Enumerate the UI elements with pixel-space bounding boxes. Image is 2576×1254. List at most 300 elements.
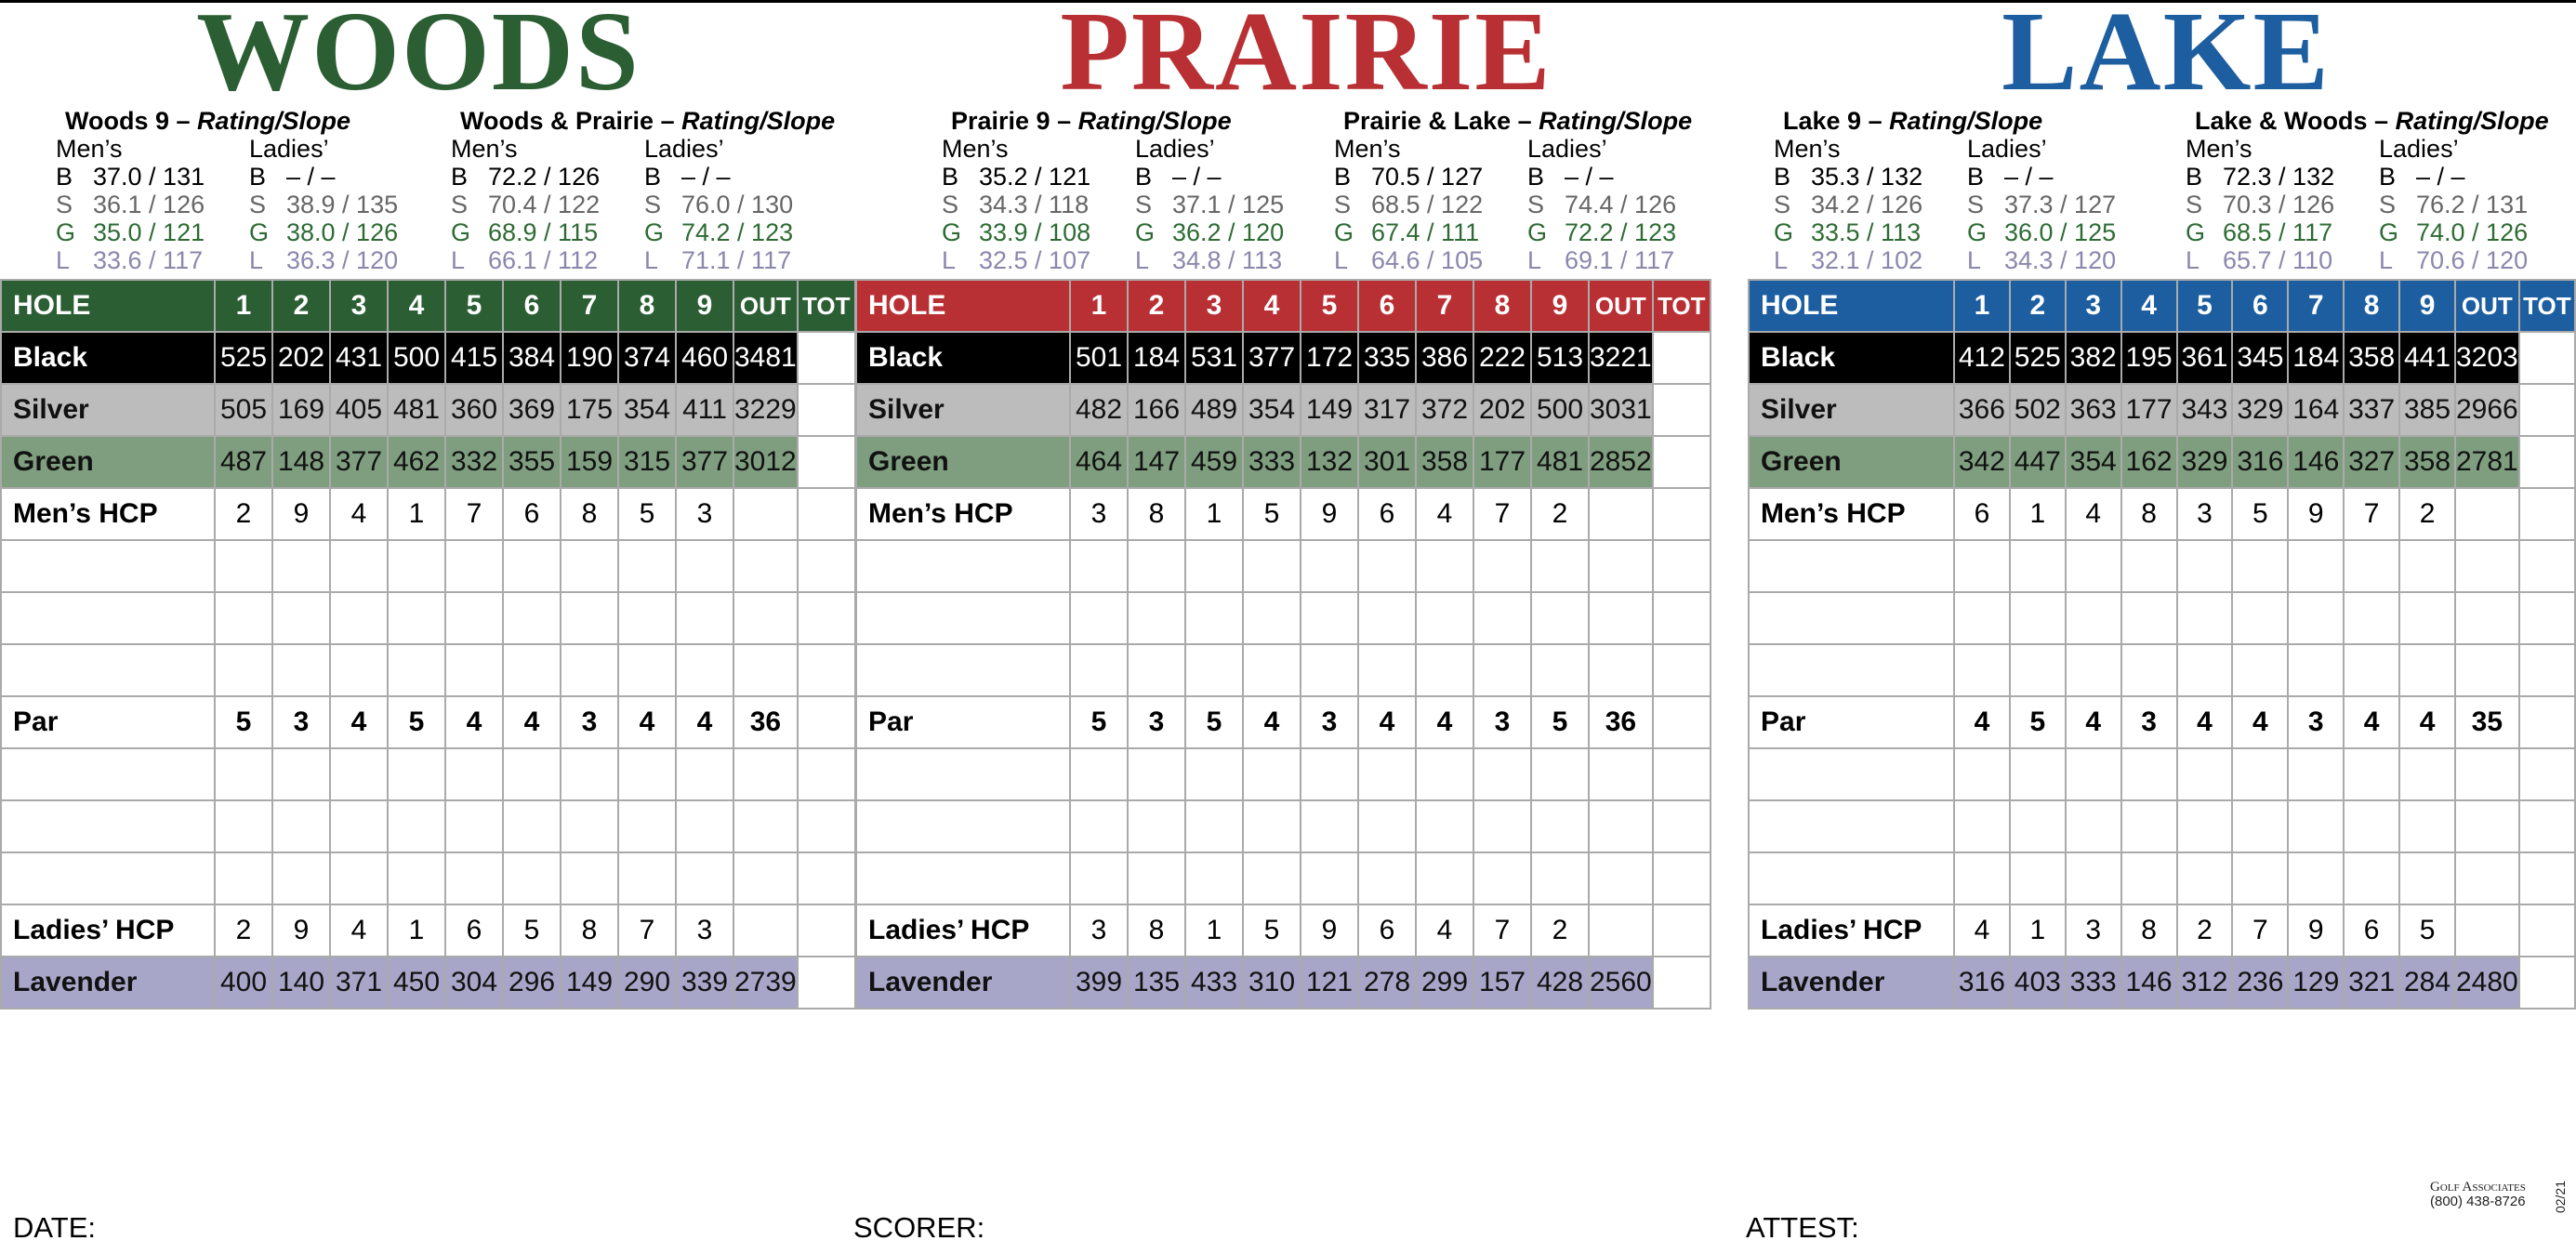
- score-entry-cell[interactable]: [561, 852, 618, 904]
- score-entry-cell[interactable]: [676, 748, 733, 800]
- score-entry-cell[interactable]: [676, 800, 733, 852]
- hole-8-cell: 7: [1473, 488, 1531, 540]
- score-entry-cell[interactable]: [1301, 748, 1358, 800]
- score-entry-cell[interactable]: [618, 592, 676, 644]
- hole-6-cell: 355: [503, 436, 561, 488]
- score-entry-cell[interactable]: [1473, 540, 1531, 592]
- silver-tee-row-label: Silver: [1, 384, 215, 436]
- score-entry-cell[interactable]: [2455, 748, 2519, 800]
- rating-line: [1334, 218, 1527, 246]
- score-entry-cell[interactable]: [503, 540, 561, 592]
- rating-subtitle: Rating/Slope: [197, 107, 351, 135]
- rating-value: 36.1 / 126: [93, 191, 205, 218]
- score-entry-cell[interactable]: [272, 540, 330, 592]
- rating-heading: Prairie 9 – Rating/Slope: [951, 107, 1232, 135]
- score-entry-cell[interactable]: [503, 748, 561, 800]
- score-entry-cell[interactable]: [1, 852, 215, 904]
- score-entry-cell[interactable]: [1358, 852, 1416, 904]
- tee-letter: B: [249, 163, 267, 191]
- score-entry-cell[interactable]: [330, 644, 388, 696]
- silver-tee-row: [1, 384, 855, 436]
- score-entry-cell[interactable]: [1653, 540, 1711, 592]
- score-entry-cell[interactable]: [1070, 540, 1128, 592]
- score-entry-cell[interactable]: [388, 592, 445, 644]
- score-entry-cell[interactable]: [330, 592, 388, 644]
- score-entry-cell[interactable]: [2519, 748, 2575, 800]
- score-entry-cell[interactable]: [798, 540, 855, 592]
- score-entry-cell[interactable]: [1653, 852, 1711, 904]
- score-entry-cell[interactable]: [2288, 644, 2344, 696]
- score-entry-cell[interactable]: [2010, 748, 2066, 800]
- score-entry-cell[interactable]: [330, 800, 388, 852]
- score-entry-cell[interactable]: [561, 748, 618, 800]
- score-entry-cell[interactable]: [1185, 800, 1243, 852]
- score-entry-cell[interactable]: [676, 852, 733, 904]
- score-entry-cell[interactable]: [798, 852, 855, 904]
- score-entry-cell[interactable]: [1589, 540, 1653, 592]
- score-entry-cell[interactable]: [2232, 592, 2288, 644]
- score-entry-cell[interactable]: [2288, 748, 2344, 800]
- score-entry-cell[interactable]: [1954, 748, 2010, 800]
- score-entry-cell[interactable]: [2232, 748, 2288, 800]
- hole-4-cell: 8: [2121, 904, 2177, 957]
- score-entry-cell[interactable]: [561, 644, 618, 696]
- score-entry-cell[interactable]: [1589, 800, 1653, 852]
- rating-line: [1774, 191, 1967, 218]
- player-score-row[interactable]: [1, 852, 855, 904]
- score-entry-cell[interactable]: [2066, 852, 2121, 904]
- score-entry-cell[interactable]: [1749, 748, 1954, 800]
- score-entry-cell[interactable]: [2344, 540, 2399, 592]
- score-entry-cell[interactable]: [1301, 800, 1358, 852]
- hole-9-cell: 411: [676, 384, 733, 436]
- score-entry-cell[interactable]: [1473, 800, 1531, 852]
- score-entry-cell[interactable]: [856, 644, 1070, 696]
- score-entry-cell[interactable]: [2177, 800, 2233, 852]
- score-entry-cell[interactable]: [1, 800, 215, 852]
- score-entry-cell[interactable]: [1749, 644, 1954, 696]
- score-entry-cell[interactable]: [1416, 748, 1473, 800]
- score-entry-cell[interactable]: [561, 800, 618, 852]
- hole-3-cell: 1: [1185, 904, 1243, 957]
- player-score-row[interactable]: [1, 644, 855, 696]
- score-entry-cell[interactable]: [2066, 800, 2121, 852]
- score-entry-cell[interactable]: [2455, 592, 2519, 644]
- player-score-row[interactable]: [856, 592, 1711, 644]
- score-entry-cell[interactable]: [388, 644, 445, 696]
- score-entry-cell[interactable]: [1185, 644, 1243, 696]
- score-entry-cell[interactable]: [1070, 592, 1128, 644]
- score-entry-cell[interactable]: [1358, 748, 1416, 800]
- score-entry-cell[interactable]: [2010, 800, 2066, 852]
- rating-value: 76.0 / 130: [681, 191, 794, 218]
- score-entry-cell[interactable]: [388, 540, 445, 592]
- score-entry-cell[interactable]: [856, 852, 1070, 904]
- score-entry-cell[interactable]: [1531, 540, 1589, 592]
- score-entry-cell[interactable]: [1531, 748, 1589, 800]
- score-entry-cell[interactable]: [1653, 644, 1711, 696]
- tot-cell: TOT: [798, 280, 855, 332]
- tot-cell: [1653, 696, 1711, 748]
- score-entry-cell[interactable]: [1531, 644, 1589, 696]
- score-entry-cell[interactable]: [388, 748, 445, 800]
- score-entry-cell[interactable]: [618, 800, 676, 852]
- score-entry-cell[interactable]: [2344, 748, 2399, 800]
- score-entry-cell[interactable]: [2121, 748, 2177, 800]
- score-entry-cell[interactable]: [1954, 592, 2010, 644]
- score-entry-cell[interactable]: [1653, 748, 1711, 800]
- hole-5-cell: 5: [445, 280, 503, 332]
- player-score-row[interactable]: [1749, 748, 2575, 800]
- score-entry-cell[interactable]: [1128, 800, 1185, 852]
- player-score-row[interactable]: [1749, 644, 2575, 696]
- score-entry-cell[interactable]: [388, 800, 445, 852]
- score-entry-cell[interactable]: [2177, 644, 2233, 696]
- score-entry-cell[interactable]: [1416, 540, 1473, 592]
- score-entry-cell[interactable]: [676, 592, 733, 644]
- score-entry-cell[interactable]: [733, 644, 798, 696]
- score-entry-cell[interactable]: [2399, 748, 2455, 800]
- ladies-hcp-row-label: Ladies’ HCP: [856, 904, 1070, 957]
- score-entry-cell[interactable]: [1, 748, 215, 800]
- score-entry-cell[interactable]: [2177, 748, 2233, 800]
- score-entry-cell[interactable]: [2519, 540, 2575, 592]
- mens-hcp-row: [1749, 488, 2575, 540]
- score-entry-cell[interactable]: [1531, 800, 1589, 852]
- hole-1-cell: 399: [1070, 957, 1128, 1009]
- score-entry-cell[interactable]: [733, 592, 798, 644]
- score-entry-cell[interactable]: [503, 592, 561, 644]
- score-entry-cell[interactable]: [1416, 852, 1473, 904]
- rating-value: 34.3 / 118: [979, 191, 1090, 218]
- score-entry-cell[interactable]: [215, 592, 272, 644]
- score-entry-cell[interactable]: [1473, 644, 1531, 696]
- score-entry-cell[interactable]: [2232, 852, 2288, 904]
- score-entry-cell[interactable]: [1, 592, 215, 644]
- score-entry-cell[interactable]: [388, 852, 445, 904]
- score-entry-cell[interactable]: [2455, 644, 2519, 696]
- score-entry-cell[interactable]: [2288, 852, 2344, 904]
- lake-course-title: LAKE: [2001, 0, 2331, 114]
- printer-logo: [2430, 1180, 2526, 1209]
- score-entry-cell[interactable]: [2066, 592, 2121, 644]
- score-entry-cell[interactable]: [215, 540, 272, 592]
- hole-3-cell: 405: [330, 384, 388, 436]
- score-entry-cell[interactable]: [2010, 852, 2066, 904]
- score-entry-cell[interactable]: [1416, 592, 1473, 644]
- rating-heading: Lake & Woods – Rating/Slope: [2195, 107, 2549, 135]
- score-entry-cell[interactable]: [798, 800, 855, 852]
- score-entry-cell[interactable]: [856, 540, 1070, 592]
- score-entry-cell[interactable]: [1301, 644, 1358, 696]
- score-entry-cell[interactable]: [445, 852, 503, 904]
- score-entry-cell[interactable]: [1589, 644, 1653, 696]
- score-entry-cell[interactable]: [1358, 540, 1416, 592]
- score-entry-cell[interactable]: [856, 592, 1070, 644]
- player-score-row[interactable]: [856, 800, 1711, 852]
- player-score-row[interactable]: [856, 748, 1711, 800]
- score-entry-cell[interactable]: [1185, 540, 1243, 592]
- rating-value: 64.6 / 105: [1371, 246, 1484, 274]
- rating-value: 37.0 / 131: [93, 163, 205, 191]
- rating-line: [2379, 191, 2572, 218]
- score-entry-cell[interactable]: [1128, 540, 1185, 592]
- score-entry-cell[interactable]: [2010, 540, 2066, 592]
- player-score-row[interactable]: [1, 592, 855, 644]
- score-entry-cell[interactable]: [618, 852, 676, 904]
- score-entry-cell[interactable]: [2177, 540, 2233, 592]
- score-entry-cell[interactable]: [272, 800, 330, 852]
- player-score-row[interactable]: [1749, 540, 2575, 592]
- score-entry-cell[interactable]: [2344, 852, 2399, 904]
- score-entry-cell[interactable]: [1243, 748, 1301, 800]
- score-entry-cell[interactable]: [2121, 644, 2177, 696]
- score-entry-cell[interactable]: [1416, 644, 1473, 696]
- score-entry-cell[interactable]: [445, 540, 503, 592]
- score-entry-cell[interactable]: [2519, 852, 2575, 904]
- score-entry-cell[interactable]: [272, 852, 330, 904]
- score-entry-cell[interactable]: [215, 644, 272, 696]
- score-entry-cell[interactable]: [1243, 800, 1301, 852]
- score-entry-cell[interactable]: [2455, 852, 2519, 904]
- score-entry-cell[interactable]: [1358, 800, 1416, 852]
- score-entry-cell[interactable]: [1128, 644, 1185, 696]
- score-entry-cell[interactable]: [1954, 800, 2010, 852]
- score-entry-cell[interactable]: [1531, 852, 1589, 904]
- score-entry-cell[interactable]: [1954, 540, 2010, 592]
- score-entry-cell[interactable]: [2288, 592, 2344, 644]
- score-entry-cell[interactable]: [676, 644, 733, 696]
- rating-value: 68.5 / 122: [1371, 191, 1484, 218]
- player-score-row[interactable]: [856, 852, 1711, 904]
- score-entry-cell[interactable]: [215, 800, 272, 852]
- tee-letter: L: [1967, 246, 1982, 274]
- score-entry-cell[interactable]: [618, 540, 676, 592]
- score-entry-cell[interactable]: [2519, 644, 2575, 696]
- rating-subtitle: Rating/Slope: [1077, 107, 1232, 135]
- hole-8-cell: 337: [2344, 384, 2399, 436]
- player-score-row[interactable]: [1, 540, 855, 592]
- score-entry-cell[interactable]: [2121, 592, 2177, 644]
- score-entry-cell[interactable]: [1, 644, 215, 696]
- hole-1-cell: 316: [1954, 957, 2010, 1009]
- rating-value: 32.1 / 102: [1811, 246, 1923, 274]
- score-entry-cell[interactable]: [1589, 592, 1653, 644]
- score-entry-cell[interactable]: [856, 800, 1070, 852]
- score-entry-cell[interactable]: [2399, 592, 2455, 644]
- hole-7-cell: 3: [2288, 696, 2344, 748]
- score-entry-cell[interactable]: [1128, 852, 1185, 904]
- hole-7-cell: 7: [2288, 280, 2344, 332]
- score-entry-cell[interactable]: [1473, 592, 1531, 644]
- score-entry-cell[interactable]: [1301, 852, 1358, 904]
- score-entry-cell[interactable]: [1185, 748, 1243, 800]
- rating-value: 36.3 / 120: [286, 246, 399, 274]
- score-entry-cell[interactable]: [330, 852, 388, 904]
- score-entry-cell[interactable]: [1358, 644, 1416, 696]
- score-entry-cell[interactable]: [2519, 800, 2575, 852]
- score-entry-cell[interactable]: [733, 852, 798, 904]
- score-entry-cell[interactable]: [445, 644, 503, 696]
- score-entry-cell[interactable]: [445, 800, 503, 852]
- score-entry-cell[interactable]: [215, 748, 272, 800]
- score-entry-cell[interactable]: [1070, 748, 1128, 800]
- score-entry-cell[interactable]: [1749, 592, 1954, 644]
- score-entry-cell[interactable]: [445, 592, 503, 644]
- score-entry-cell[interactable]: [856, 748, 1070, 800]
- score-entry-cell[interactable]: [733, 540, 798, 592]
- hole-5-cell: 9: [1301, 488, 1358, 540]
- score-entry-cell[interactable]: [2121, 800, 2177, 852]
- score-entry-cell[interactable]: [2399, 644, 2455, 696]
- score-entry-cell[interactable]: [2455, 800, 2519, 852]
- score-entry-cell[interactable]: [1473, 748, 1531, 800]
- hole-9-cell: 441: [2399, 332, 2455, 384]
- score-entry-cell[interactable]: [561, 540, 618, 592]
- hole-2-cell: 1: [2010, 904, 2066, 957]
- player-score-row[interactable]: [856, 540, 1711, 592]
- hole-6-cell: 5: [2232, 488, 2288, 540]
- score-entry-cell[interactable]: [733, 748, 798, 800]
- score-entry-cell[interactable]: [1954, 852, 2010, 904]
- hole-8-cell: 4: [618, 696, 676, 748]
- form-code: 02/21: [2553, 1181, 2568, 1214]
- green-tee-row-label: Green: [1, 436, 215, 488]
- player-score-row[interactable]: [1, 800, 855, 852]
- woods-rating-block-1: [56, 107, 443, 274]
- hole-3-cell: 433: [1185, 957, 1243, 1009]
- score-entry-cell[interactable]: [1358, 592, 1416, 644]
- ladies-label: Ladies’: [644, 135, 724, 163]
- hole-5-cell: 360: [445, 384, 503, 436]
- logo-phone: (800) 438-8726: [2430, 1194, 2526, 1209]
- score-entry-cell[interactable]: [330, 540, 388, 592]
- black-tee-row-label: Black: [1749, 332, 1954, 384]
- score-entry-cell[interactable]: [1070, 800, 1128, 852]
- score-entry-cell[interactable]: [1, 540, 215, 592]
- score-entry-cell[interactable]: [733, 800, 798, 852]
- score-entry-cell[interactable]: [561, 592, 618, 644]
- score-entry-cell[interactable]: [1243, 540, 1301, 592]
- score-entry-cell[interactable]: [2066, 540, 2121, 592]
- score-entry-cell[interactable]: [1243, 644, 1301, 696]
- tot-cell: [798, 957, 855, 1009]
- hole-4-cell: 3: [2121, 696, 2177, 748]
- score-entry-cell[interactable]: [2121, 852, 2177, 904]
- tot-cell: [2519, 332, 2575, 384]
- hole-7-cell: 7: [1416, 280, 1473, 332]
- score-entry-cell[interactable]: [2399, 800, 2455, 852]
- score-entry-cell[interactable]: [1128, 748, 1185, 800]
- score-entry-cell[interactable]: [2121, 540, 2177, 592]
- score-entry-cell[interactable]: [2232, 540, 2288, 592]
- score-entry-cell[interactable]: [2066, 748, 2121, 800]
- score-entry-cell[interactable]: [1954, 644, 2010, 696]
- score-entry-cell[interactable]: [618, 748, 676, 800]
- score-entry-cell[interactable]: [272, 644, 330, 696]
- score-entry-cell[interactable]: [2232, 644, 2288, 696]
- score-entry-cell[interactable]: [2010, 644, 2066, 696]
- tee-letter: S: [1967, 191, 1985, 218]
- score-entry-cell[interactable]: [1749, 852, 1954, 904]
- player-score-row[interactable]: [1, 748, 855, 800]
- score-entry-cell[interactable]: [1589, 748, 1653, 800]
- player-score-row[interactable]: [856, 644, 1711, 696]
- score-entry-cell[interactable]: [1185, 852, 1243, 904]
- player-score-row[interactable]: [1749, 852, 2575, 904]
- score-entry-cell[interactable]: [1128, 592, 1185, 644]
- score-entry-cell[interactable]: [2177, 592, 2233, 644]
- score-entry-cell[interactable]: [1185, 592, 1243, 644]
- score-entry-cell[interactable]: [1589, 852, 1653, 904]
- score-entry-cell[interactable]: [1243, 852, 1301, 904]
- score-entry-cell[interactable]: [2344, 592, 2399, 644]
- score-entry-cell[interactable]: [1416, 800, 1473, 852]
- score-entry-cell[interactable]: [2288, 800, 2344, 852]
- rating-title: Prairie 9: [951, 107, 1050, 135]
- score-entry-cell[interactable]: [2232, 800, 2288, 852]
- player-score-row[interactable]: [1749, 800, 2575, 852]
- score-entry-cell[interactable]: [1531, 592, 1589, 644]
- score-entry-cell[interactable]: [503, 852, 561, 904]
- score-entry-cell[interactable]: [798, 748, 855, 800]
- score-entry-cell[interactable]: [1070, 644, 1128, 696]
- score-entry-cell[interactable]: [2344, 800, 2399, 852]
- score-entry-cell[interactable]: [1301, 592, 1358, 644]
- score-entry-cell[interactable]: [445, 748, 503, 800]
- score-entry-cell[interactable]: [1070, 852, 1128, 904]
- tee-letter: L: [451, 246, 466, 274]
- hole-1-cell: 487: [215, 436, 272, 488]
- score-entry-cell[interactable]: [272, 592, 330, 644]
- score-entry-cell[interactable]: [503, 644, 561, 696]
- out-cell: 3229: [733, 384, 798, 436]
- score-entry-cell[interactable]: [2399, 852, 2455, 904]
- player-score-row[interactable]: [1749, 592, 2575, 644]
- score-entry-cell[interactable]: [1653, 800, 1711, 852]
- hole-2-cell: 1: [2010, 488, 2066, 540]
- score-entry-cell[interactable]: [2519, 592, 2575, 644]
- score-entry-cell[interactable]: [2399, 540, 2455, 592]
- score-entry-cell[interactable]: [2177, 852, 2233, 904]
- score-entry-cell[interactable]: [1653, 592, 1711, 644]
- score-entry-cell[interactable]: [1301, 540, 1358, 592]
- score-entry-cell[interactable]: [503, 800, 561, 852]
- score-entry-cell[interactable]: [1473, 852, 1531, 904]
- tee-letter: L: [56, 246, 71, 274]
- score-entry-cell[interactable]: [618, 644, 676, 696]
- score-entry-cell[interactable]: [2344, 644, 2399, 696]
- tee-letter: S: [451, 191, 469, 218]
- score-entry-cell[interactable]: [1749, 800, 1954, 852]
- score-entry-cell[interactable]: [798, 644, 855, 696]
- score-entry-cell[interactable]: [1749, 540, 1954, 592]
- score-entry-cell[interactable]: [215, 852, 272, 904]
- score-entry-cell[interactable]: [2010, 592, 2066, 644]
- score-entry-cell[interactable]: [2455, 540, 2519, 592]
- rating-value: 33.9 / 108: [979, 218, 1091, 246]
- score-entry-cell[interactable]: [676, 540, 733, 592]
- score-entry-cell[interactable]: [1243, 592, 1301, 644]
- hole-row: [1, 280, 855, 332]
- score-entry-cell[interactable]: [798, 592, 855, 644]
- score-entry-cell[interactable]: [330, 748, 388, 800]
- score-entry-cell[interactable]: [2066, 644, 2121, 696]
- rating-value: – / –: [2004, 163, 2054, 191]
- rating-line: [56, 218, 249, 246]
- score-entry-cell[interactable]: [272, 748, 330, 800]
- score-entry-cell[interactable]: [2288, 540, 2344, 592]
